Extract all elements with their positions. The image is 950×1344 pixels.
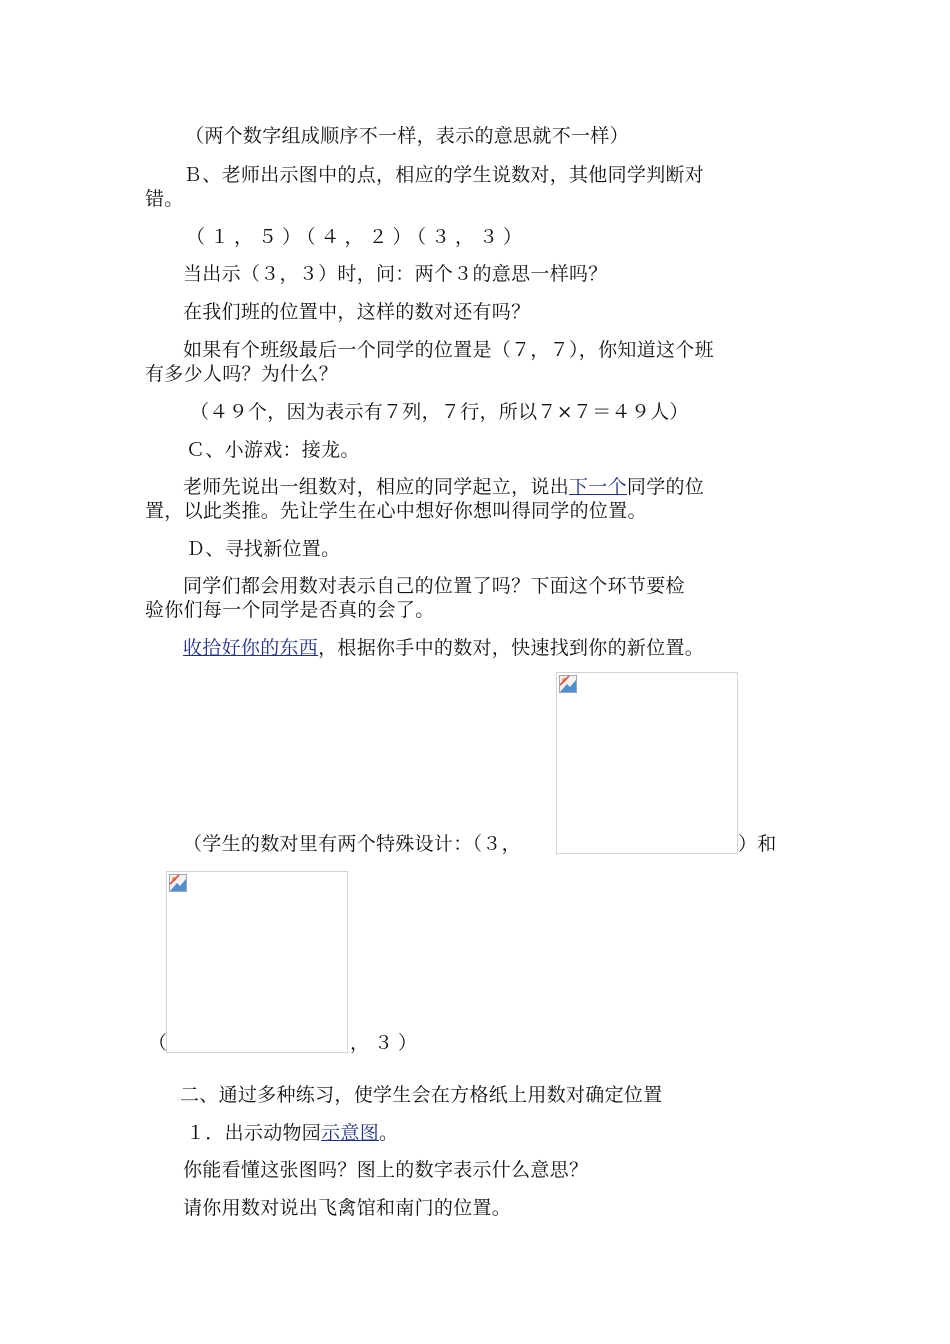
broken-image-icon xyxy=(169,874,187,892)
paragraph-pairs: （１，５）（４，２）（３，３） xyxy=(186,226,528,248)
paragraph-class-line2: 有多少人吗？为什么？ xyxy=(145,363,339,385)
section-two-heading: 二、通过多种练习，使学生会在方格纸上用数对确定位置 xyxy=(180,1084,663,1106)
paragraph-answer-49: （４９个，因为表示有７列，７行，所以７×７＝４９人） xyxy=(190,401,689,423)
relay-text-post: 同学的位 xyxy=(626,476,705,498)
paragraph-c-game: Ｃ、小游戏：接龙。 xyxy=(186,439,360,461)
paragraph-b-line2: 错。 xyxy=(145,188,184,210)
relay-text-pre: 老师先说出一组数对，相应的同学起立，说出 xyxy=(183,476,570,498)
paragraph-zoo-map xyxy=(186,1121,398,1145)
paragraph-aviary-gate: 请你用数对说出飞禽馆和南门的位置。 xyxy=(183,1197,512,1219)
image-placeholder-2 xyxy=(166,871,348,1053)
link-pack-things[interactable]: 收拾好你的东西 xyxy=(183,637,319,659)
image-placeholder-1 xyxy=(556,672,738,854)
paragraph-check-line1: 同学们都会用数对表示自己的位置了吗？下面这个环节要检 xyxy=(183,575,685,597)
zoo-text-pre: １．出示动物园 xyxy=(186,1122,322,1144)
paragraph-class-line1: 如果有个班级最后一个同学的位置是（７，７），你知道这个班 xyxy=(183,339,714,361)
paragraph-understand-map: 你能看懂这张图吗？图上的数字表示什么意思？ xyxy=(183,1159,589,1181)
paragraph-relay-line2: 置，以此类推。先让学生在心中想好你想叫得同学的位置。 xyxy=(145,500,647,522)
link-next-one[interactable]: 下一个 xyxy=(569,476,627,498)
paragraph-d-new-seat: Ｄ、寻找新位置。 xyxy=(186,538,341,560)
paragraph-note-order: （两个数字组成顺序不一样，表示的意思就不一样） xyxy=(185,125,629,147)
paragraph-question-33: 当出示（３，３）时，问：两个３的意思一样吗？ xyxy=(183,263,608,285)
paragraph-b-line1: Ｂ、老师出示图中的点，相应的学生说数对，其他同学判断对 xyxy=(183,164,705,186)
paragraph-pair-close: ，３） xyxy=(350,1032,423,1054)
paragraph-special-design-post: ）和 xyxy=(738,833,777,855)
pack-up-text: ，根据你手中的数对，快速找到你的新位置。 xyxy=(318,637,705,659)
paragraph-check-line2: 验你们每一个同学是否真的会了。 xyxy=(145,599,435,621)
paragraph-pair-open: （ xyxy=(148,1032,168,1054)
paragraph-pack-up xyxy=(183,636,704,660)
zoo-text-post: 。 xyxy=(379,1122,399,1144)
paragraph-special-design-pre: （学生的数对里有两个特殊设计：（３， xyxy=(183,833,521,855)
paragraph-relay-line1 xyxy=(183,475,704,499)
paragraph-more-pairs: 在我们班的位置中，这样的数对还有吗？ xyxy=(183,301,531,323)
link-schematic[interactable]: 示意图 xyxy=(321,1122,380,1144)
broken-image-icon xyxy=(559,675,577,693)
